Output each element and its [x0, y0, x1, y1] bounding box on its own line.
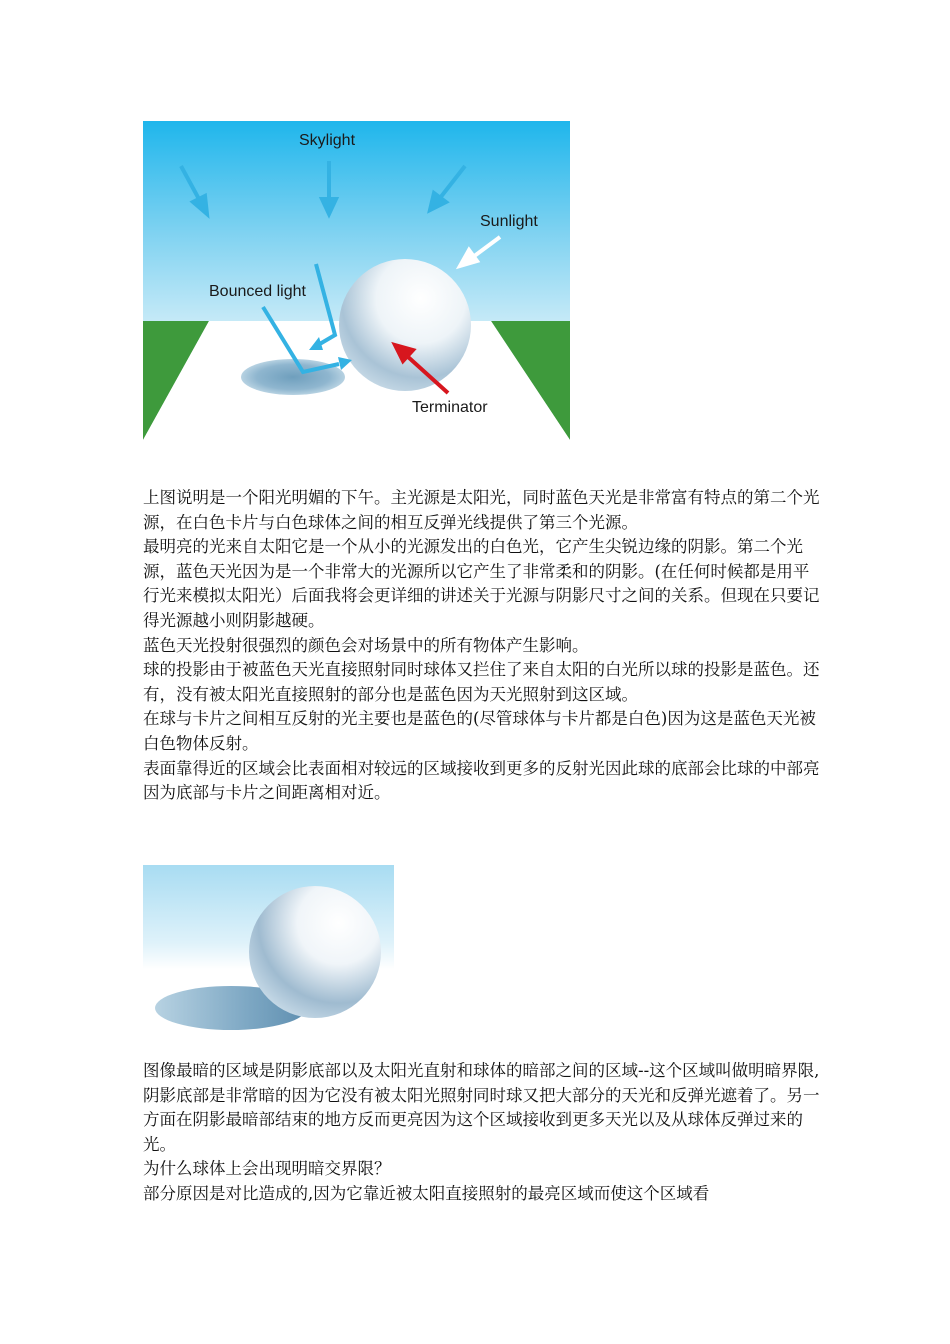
sphere	[249, 886, 381, 1018]
sphere-closeup-figure	[143, 865, 394, 1039]
paragraph: 蓝色天光投射很强烈的颜色会对场景中的所有物体产生影响。	[143, 635, 589, 655]
paragraph: 为什么球体上会出现明暗交界限？	[143, 1159, 391, 1179]
paragraph: 最明亮的光来自太阳它是一个从小的光源发出的白色光，它产生尖锐边缘的阴影。第二个光源，蓝色天光因为是一个非常大的光源所以它产生了非常柔和的阴影。(在任何时候都是用平行光来模拟太阳光）后面我将会更详细的讲述关于光源与阴影尺寸之间的关系。但现在只要记得光源越小则阴影越硬。	[143, 537, 820, 630]
paragraph: 图像最暗的区域是阴影底部以及太阳光直射和球体的暗部之间的区域--这个区域叫做明暗界限,阴影底部是非常暗的因为它没有被太阳光照射同时球又把大部分的天光和反弹光遮着了。另一方面在阴影最暗部结束的地方反而更亮因为这个区域接收到更多天光以及从球体反弹过来的光。	[143, 1061, 820, 1154]
paragraph: 表面靠得近的区域会比表面相对较远的区域接收到更多的反射光因此球的底部会比球的中部亮因为底部与卡片之间距离相对近。	[143, 758, 820, 803]
terminator-label: Terminator	[412, 399, 488, 416]
body-text-section-2	[143, 1059, 823, 1207]
lighting-diagram-figure	[143, 121, 570, 440]
sunlight-label: Sunlight	[480, 213, 538, 230]
paragraph: 球的投影由于被蓝色天光直接照射同时球体又拦住了来自太阳的白光所以球的投影是蓝色。还有，没有被太阳光直接照射的部分也是蓝色因为天光照射到这区域。	[143, 660, 820, 704]
paragraph: 上图说明是一个阳光明媚的下午。主光源是太阳光，同时蓝色天光是非常富有特点的第二个光源，在白色卡片与白色球体之间的相互反弹光线提供了第三个光源。	[143, 488, 820, 532]
bounced-light-label: Bounced light	[209, 283, 306, 300]
paragraph: 部分原因是对比造成的,因为它靠近被太阳直接照射的最亮区域而使这个区域看	[143, 1183, 710, 1203]
skylight-label: Skylight	[299, 132, 356, 149]
paragraph: 在球与卡片之间相互反射的光主要也是蓝色的(尽管球体与卡片都是白色)因为这是蓝色天光被白色物体反射。	[143, 709, 816, 753]
body-text-section-1	[143, 486, 823, 806]
sphere	[339, 259, 471, 391]
